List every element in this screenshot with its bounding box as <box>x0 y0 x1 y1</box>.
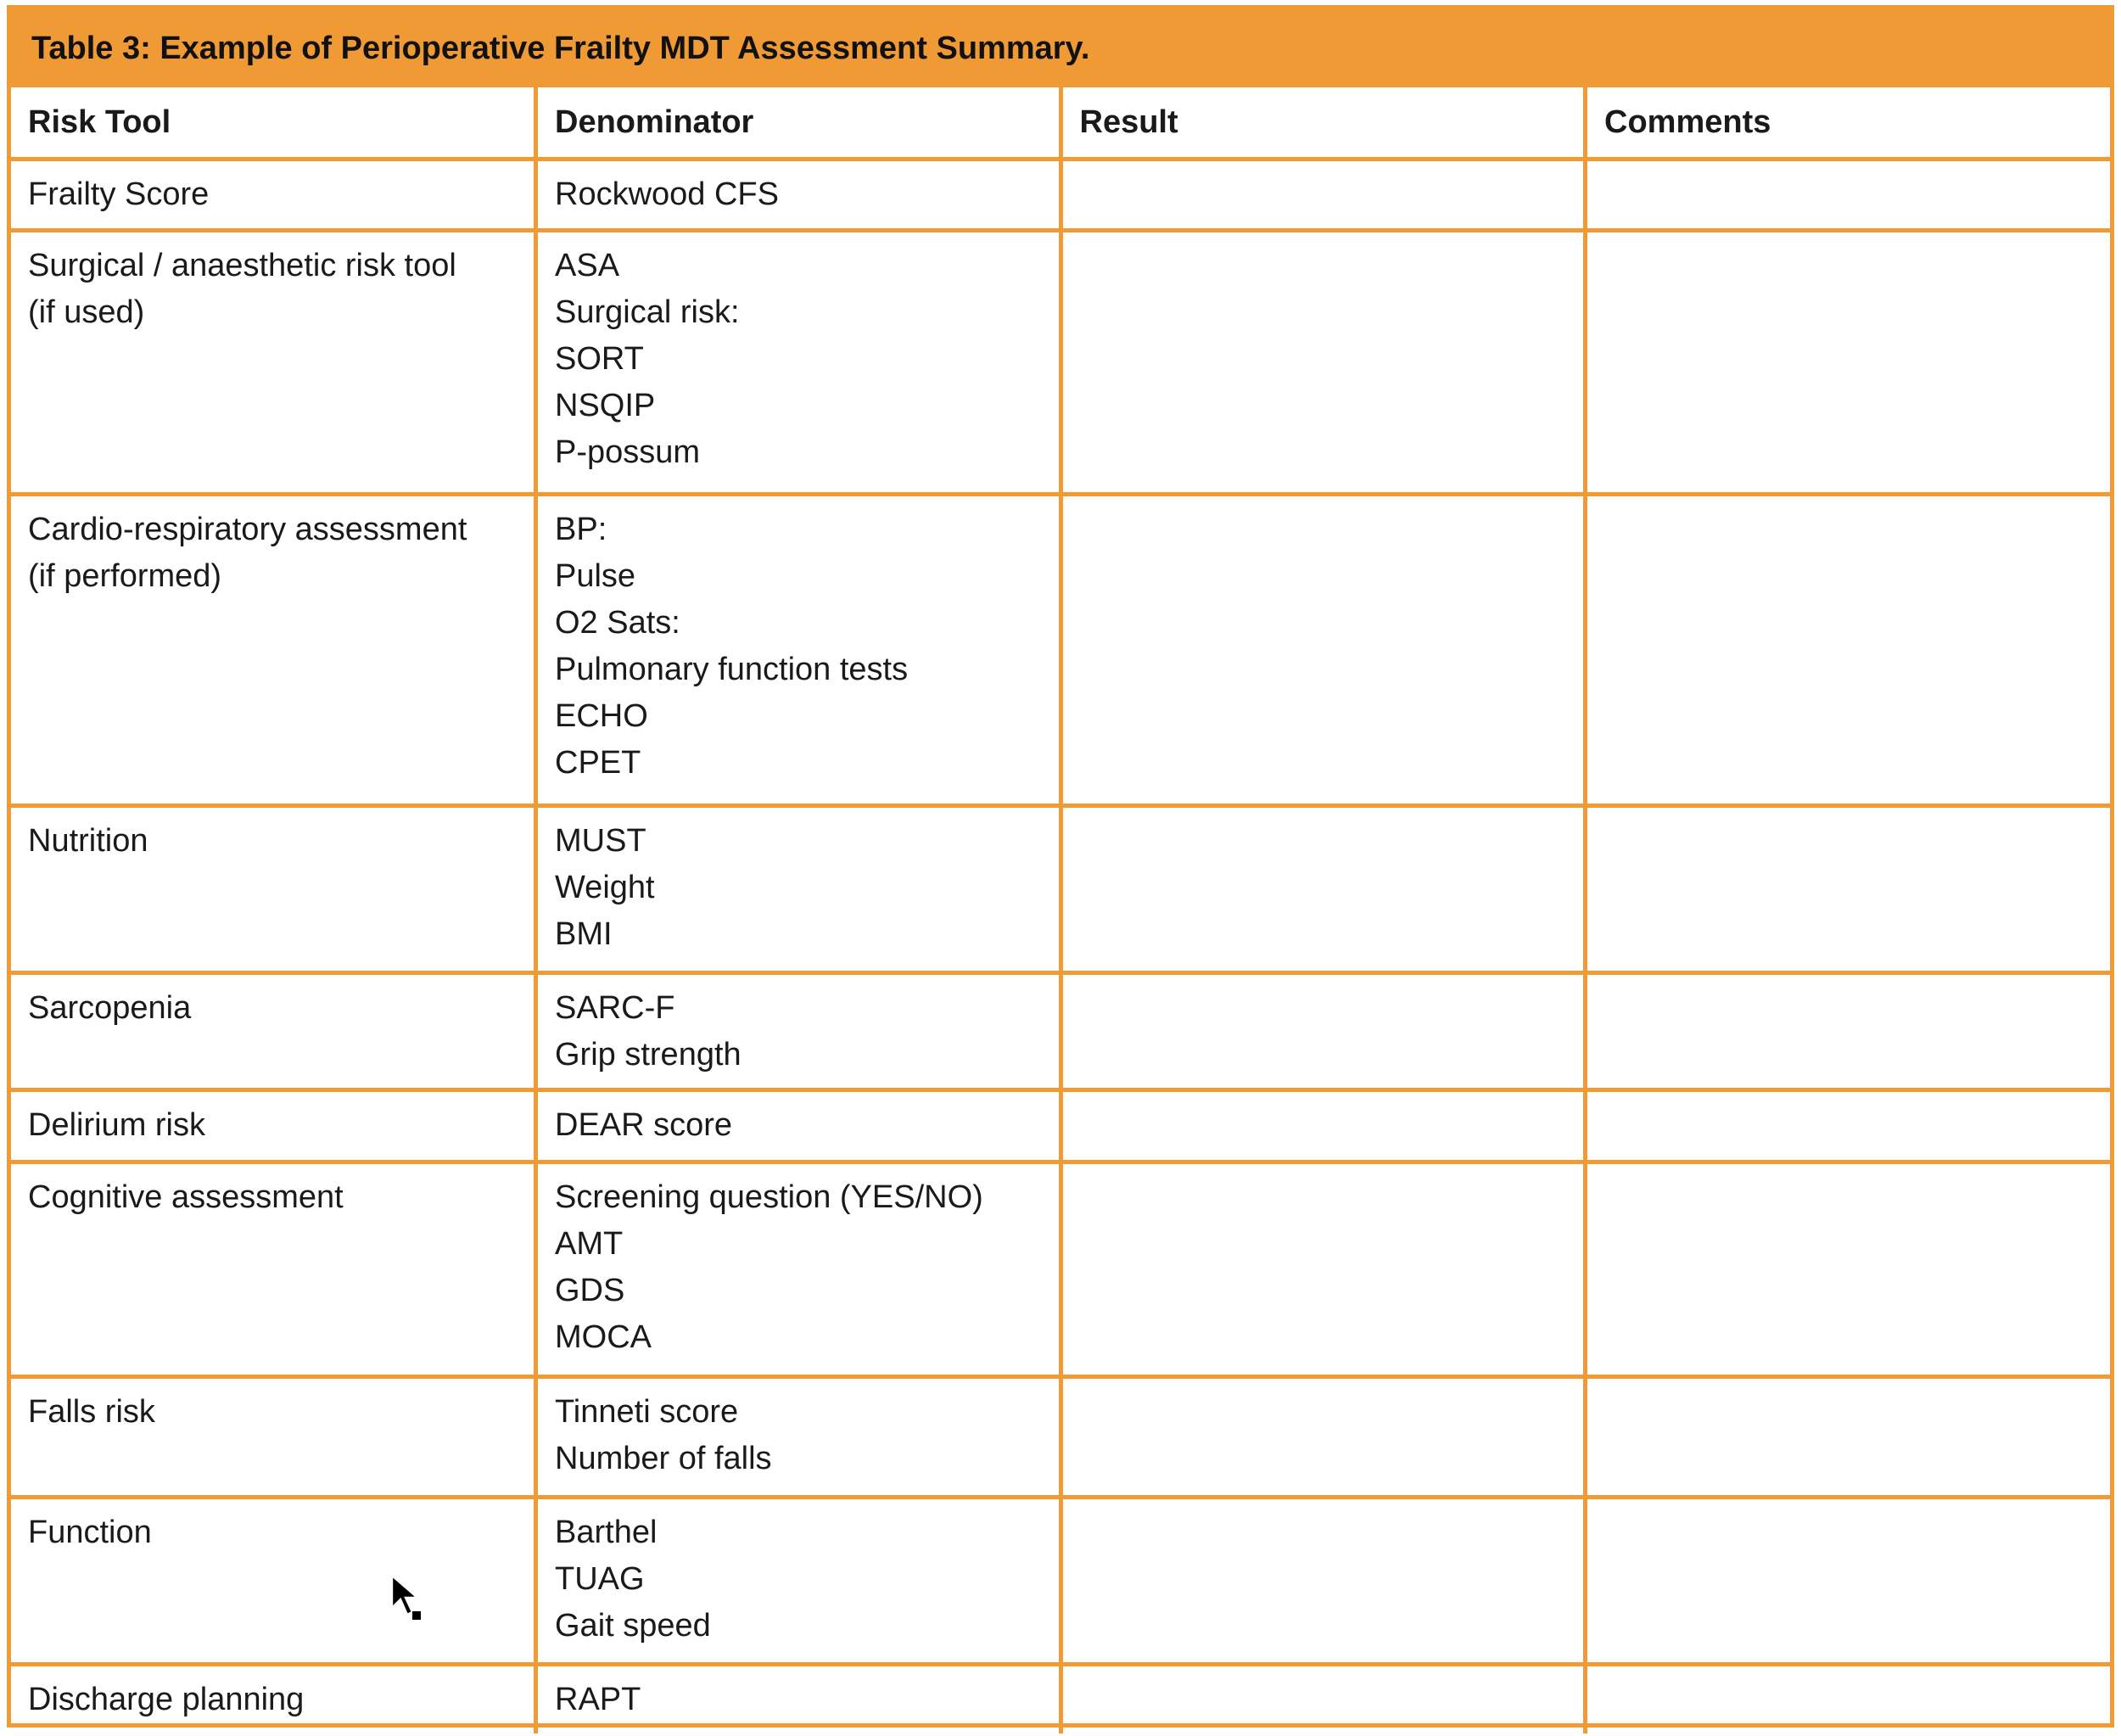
result-cell <box>1060 230 1586 494</box>
column-header-comments: Comments <box>1586 87 2111 159</box>
denominator-cell-line: O2 Sats: <box>555 604 680 641</box>
denominator-cell-line: BP: <box>555 511 607 547</box>
denominator-cell-line: DEAR score <box>555 1106 733 1143</box>
comments-cell <box>1586 1497 2111 1664</box>
mouse-pointer-icon <box>390 1574 428 1623</box>
denominator-cell-line: ASA <box>555 247 620 283</box>
column-header-denominator: Denominator <box>536 87 1061 159</box>
denominator-cell <box>536 1497 1061 1664</box>
risk-tool-cell-line: Falls risk <box>28 1393 155 1430</box>
table-row <box>11 1162 2110 1376</box>
denominator-cell <box>536 1089 1061 1162</box>
denominator-cell-line: P-possum <box>555 434 701 470</box>
result-cell <box>1060 1497 1586 1664</box>
denominator-cell-line: SORT <box>555 340 644 377</box>
denominator-cell-line: Grip strength <box>555 1036 742 1072</box>
table-caption: Table 3: Example of Perioperative Frailty MDT Assessment Summary. <box>11 9 2110 87</box>
denominator-cell-line: SARC-F <box>555 989 675 1026</box>
risk-tool-cell <box>11 805 536 972</box>
denominator-cell-line: NSQIP <box>555 387 656 423</box>
risk-tool-cell <box>11 1376 536 1497</box>
denominator-cell-line: Tinneti score <box>555 1393 739 1430</box>
comments-cell <box>1586 1664 2111 1733</box>
column-header-risk-tool: Risk Tool <box>11 87 536 159</box>
result-cell <box>1060 805 1586 972</box>
denominator-cell-line: Pulmonary function tests <box>555 651 909 687</box>
result-cell <box>1060 1162 1586 1376</box>
denominator-cell-line: RAPT <box>555 1681 641 1717</box>
risk-tool-cell <box>11 494 536 805</box>
result-cell <box>1060 972 1586 1089</box>
risk-tool-cell-line: (if used) <box>28 294 145 330</box>
denominator-cell-line: TUAG <box>555 1560 645 1597</box>
denominator-cell <box>536 230 1061 494</box>
denominator-cell <box>536 494 1061 805</box>
risk-tool-cell <box>11 230 536 494</box>
denominator-cell <box>536 805 1061 972</box>
risk-tool-cell-line: Surgical / anaesthetic risk tool <box>28 247 456 283</box>
risk-tool-cell-line: Delirium risk <box>28 1106 205 1143</box>
comments-cell <box>1586 230 2111 494</box>
table-row <box>11 494 2110 805</box>
comments-cell <box>1586 159 2111 230</box>
table-row <box>11 159 2110 230</box>
denominator-cell-line: Screening question (YES/NO) <box>555 1179 983 1215</box>
denominator-cell-line: Pulse <box>555 557 636 594</box>
assessment-table <box>11 87 2110 1733</box>
table-row <box>11 1376 2110 1497</box>
table-row <box>11 972 2110 1089</box>
risk-tool-cell <box>11 1162 536 1376</box>
result-cell <box>1060 1664 1586 1733</box>
result-cell <box>1060 1376 1586 1497</box>
table-row <box>11 1497 2110 1664</box>
denominator-cell-line: ECHO <box>555 697 648 734</box>
denominator-cell-line: BMI <box>555 916 613 952</box>
result-cell <box>1060 494 1586 805</box>
denominator-cell-line: Barthel <box>555 1514 658 1550</box>
denominator-cell-line: AMT <box>555 1225 624 1262</box>
denominator-cell-line: Rockwood CFS <box>555 176 779 212</box>
risk-tool-cell <box>11 1089 536 1162</box>
comments-cell <box>1586 1089 2111 1162</box>
table-row <box>11 1089 2110 1162</box>
risk-tool-cell <box>11 1664 536 1733</box>
risk-tool-cell <box>11 1497 536 1664</box>
denominator-cell-line: CPET <box>555 744 641 781</box>
denominator-cell-line: MUST <box>555 822 646 859</box>
denominator-cell <box>536 1162 1061 1376</box>
risk-tool-cell-line: Sarcopenia <box>28 989 192 1026</box>
denominator-cell <box>536 972 1061 1089</box>
column-header-result: Result <box>1060 87 1586 159</box>
comments-cell <box>1586 805 2111 972</box>
risk-tool-cell <box>11 972 536 1089</box>
comments-cell <box>1586 972 2111 1089</box>
risk-tool-cell-line: Frailty Score <box>28 176 210 212</box>
risk-tool-cell-line: Cardio-respiratory assessment <box>28 511 467 547</box>
result-cell <box>1060 1089 1586 1162</box>
comments-cell <box>1586 1162 2111 1376</box>
table-row <box>11 230 2110 494</box>
denominator-cell-line: Surgical risk: <box>555 294 740 330</box>
risk-tool-cell-line: Nutrition <box>28 822 148 859</box>
risk-tool-cell <box>11 159 536 230</box>
denominator-cell-line: Number of falls <box>555 1440 772 1476</box>
comments-cell <box>1586 494 2111 805</box>
result-cell <box>1060 159 1586 230</box>
risk-tool-cell-line: Discharge planning <box>28 1681 305 1717</box>
risk-tool-cell-line: Function <box>28 1514 152 1550</box>
denominator-cell <box>536 1664 1061 1733</box>
denominator-cell-line: MOCA <box>555 1319 652 1355</box>
table-row <box>11 805 2110 972</box>
risk-tool-cell-line: Cognitive assessment <box>28 1179 344 1215</box>
denominator-cell-line: GDS <box>555 1272 625 1308</box>
denominator-cell-line: Gait speed <box>555 1607 711 1644</box>
denominator-cell <box>536 159 1061 230</box>
risk-tool-cell-line: (if performed) <box>28 557 222 594</box>
table-row <box>11 1664 2110 1733</box>
header-row <box>11 87 2110 159</box>
denominator-cell <box>536 1376 1061 1497</box>
comments-cell <box>1586 1376 2111 1497</box>
denominator-cell-line: Weight <box>555 869 655 905</box>
table-frame <box>7 5 2114 1728</box>
